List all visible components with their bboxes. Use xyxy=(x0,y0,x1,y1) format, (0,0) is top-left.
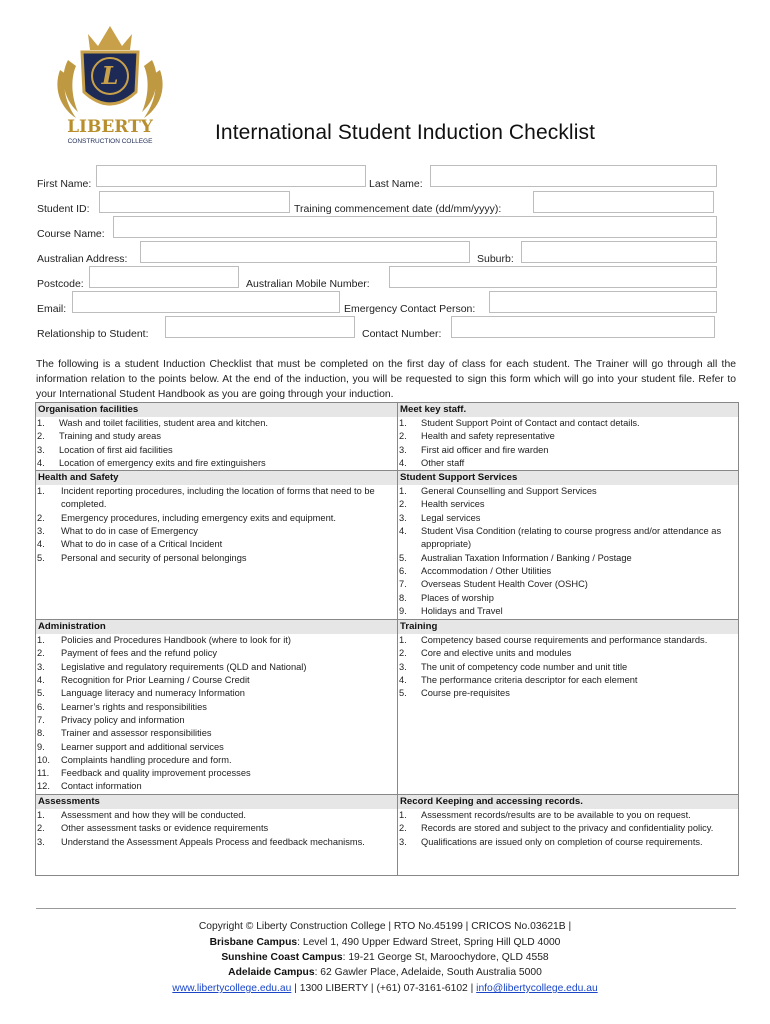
checklist-item xyxy=(398,525,738,552)
administration-cell xyxy=(36,620,398,795)
key-staff-cell xyxy=(398,403,739,471)
item-number: 2. xyxy=(37,648,45,659)
sunshine-label: Sunshine Coast Campus xyxy=(221,952,343,963)
item-text: Understand the Assessment Appeals Process and feedback mechanisms. xyxy=(61,836,365,847)
website-link[interactable]: www.libertycollege.edu.au xyxy=(172,983,292,994)
postcode-field[interactable] xyxy=(89,266,239,288)
checklist-item xyxy=(36,701,397,714)
training-date-label: Training commencement date (dd/mm/yyyy): xyxy=(294,203,502,215)
item-text: Learner support and additional services xyxy=(61,741,224,752)
checklist-item xyxy=(398,592,738,605)
item-text: Incident reporting procedures, including the location of forms that need to be completed. xyxy=(61,486,375,510)
item-text: Policies and Procedures Handbook (where to look for it) xyxy=(61,635,291,646)
item-text: Trainer and assessor responsibilities xyxy=(61,728,212,739)
item-number: 2. xyxy=(399,648,407,659)
section-heading: Organisation facilities xyxy=(36,403,397,417)
item-text: First aid officer and fire warden xyxy=(421,444,549,455)
item-number: 5. xyxy=(37,688,45,699)
item-text: Payment of fees and the refund policy xyxy=(61,648,218,659)
svg-text:LIBERTY: LIBERTY xyxy=(67,117,153,137)
training-cell xyxy=(398,620,739,795)
student-support-cell xyxy=(398,471,739,620)
org-facilities-list xyxy=(36,417,397,470)
item-number: 8. xyxy=(399,592,407,603)
item-number: 2. xyxy=(37,512,45,523)
item-number: 9. xyxy=(399,605,407,616)
item-number: 3. xyxy=(399,444,407,455)
emergency-contact-label: Emergency Contact Person: xyxy=(344,303,476,315)
suburb-label: Suburb: xyxy=(477,253,514,265)
item-text: Student Support Point of Contact and contact details. xyxy=(421,418,640,428)
section-heading: Training xyxy=(398,620,738,634)
training-date-field[interactable] xyxy=(533,191,714,213)
item-number: 2. xyxy=(37,823,45,834)
training-list xyxy=(398,634,738,700)
section-heading: Health and Safety xyxy=(36,471,397,485)
section-heading: Administration xyxy=(36,620,397,634)
item-number: 3. xyxy=(37,444,45,455)
checklist-item xyxy=(398,498,738,511)
item-text: Recognition for Prior Learning / Course Credit xyxy=(61,675,250,686)
item-number: 12. xyxy=(37,781,50,792)
email-link[interactable]: info@libertycollege.edu.au xyxy=(476,983,598,994)
item-text: Other assessment tasks or evidence requirements xyxy=(61,823,269,834)
item-text: Learner’s rights and responsibilities xyxy=(61,701,207,712)
item-text: The performance criteria descriptor for each element xyxy=(421,675,638,686)
relationship-label: Relationship to Student: xyxy=(37,328,149,340)
brisbane-label: Brisbane Campus xyxy=(209,937,298,948)
item-text: Legal services xyxy=(421,512,481,523)
last-name-label: Last Name: xyxy=(369,178,423,190)
item-text: Personal and security of personal belongings xyxy=(61,552,247,563)
brisbane-address: : Level 1, 490 Upper Edward Street, Spring Hill QLD 4000 xyxy=(297,937,561,948)
item-number: 1. xyxy=(37,418,45,428)
footer-sunshine xyxy=(0,952,770,963)
induction-checklist-table xyxy=(35,402,739,876)
item-text: Health and safety representative xyxy=(421,431,555,442)
item-text: Contact information xyxy=(61,781,142,792)
checklist-item xyxy=(36,687,397,700)
item-number: 3. xyxy=(399,661,407,672)
item-number: 5. xyxy=(37,552,45,563)
item-number: 7. xyxy=(37,714,45,725)
checklist-item xyxy=(36,512,397,525)
item-number: 6. xyxy=(399,565,407,576)
item-text: Emergency procedures, including emergency exits and equipment. xyxy=(61,512,336,523)
checklist-item xyxy=(398,634,738,647)
item-text: Health services xyxy=(421,499,485,510)
checklist-item xyxy=(36,417,397,430)
checklist-item xyxy=(36,809,397,822)
item-text: General Counselling and Support Services xyxy=(421,486,597,497)
item-number: 2. xyxy=(399,499,407,510)
item-number: 1. xyxy=(399,418,407,428)
item-text: Privacy policy and information xyxy=(61,714,185,725)
checklist-item xyxy=(398,687,738,700)
checklist-item xyxy=(36,714,397,727)
item-text: Feedback and quality improvement processes xyxy=(61,768,251,779)
item-text: The unit of competency code number and unit title xyxy=(421,661,628,672)
item-text: Australian Taxation Information / Banking / Postage xyxy=(421,552,632,563)
health-safety-list xyxy=(36,485,397,565)
assessments-cell xyxy=(36,795,398,876)
checklist-item xyxy=(398,552,738,565)
item-text: Legislative and regulatory requirements (QLD and National) xyxy=(61,661,307,672)
checklist-item xyxy=(36,674,397,687)
intro-paragraph: The following is a student Induction Checklist that must be completed on the first day of class for each student. The Trainer will go through all the information relation to the points below. At the end of the induction, you will be requested to sign this form which will go into your student file. Refer to your International Student Handbook as you are going through your induction. xyxy=(36,359,736,400)
checklist-item xyxy=(36,634,397,647)
checklist-item xyxy=(398,512,738,525)
health-safety-cell xyxy=(36,471,398,620)
checklist-item xyxy=(398,444,738,457)
checklist-item xyxy=(36,767,397,780)
assessments-list xyxy=(36,809,397,849)
footer-copyright: Copyright © Liberty Construction College | RTO No.45199 | CRICOS No.03621B | xyxy=(198,921,572,932)
checklist-item xyxy=(398,578,738,591)
suburb-field[interactable] xyxy=(521,241,717,263)
page-title: International Student Induction Checklist xyxy=(215,121,595,144)
checklist-item xyxy=(36,525,397,538)
item-number: 5. xyxy=(399,688,407,699)
first-name-label: First Name: xyxy=(37,178,92,190)
checklist-item xyxy=(36,780,397,793)
item-text: Qualifications are issued only on completion of course requirements. xyxy=(421,836,703,847)
item-number: 2. xyxy=(399,431,407,442)
footer-contact xyxy=(0,983,770,994)
svg-text:L: L xyxy=(101,61,119,90)
checklist-item xyxy=(398,430,738,443)
item-text: Holidays and Travel xyxy=(421,605,503,616)
checklist-item xyxy=(36,485,397,512)
footer-adelaide xyxy=(0,967,770,978)
item-number: 2. xyxy=(37,431,45,442)
item-number: 6. xyxy=(37,701,45,712)
item-number: 3. xyxy=(399,836,407,847)
svg-text:CONSTRUCTION COLLEGE: CONSTRUCTION COLLEGE xyxy=(67,138,153,145)
checklist-item xyxy=(36,822,397,835)
checklist-item xyxy=(36,661,397,674)
item-number: 4. xyxy=(399,457,407,468)
checklist-item xyxy=(36,538,397,551)
administration-list xyxy=(36,634,397,794)
org-facilities-cell xyxy=(36,403,398,471)
checklist-item xyxy=(398,809,738,822)
item-text: Training and study areas xyxy=(59,431,161,442)
item-number: 3. xyxy=(37,836,45,847)
student-id-field[interactable] xyxy=(99,191,290,213)
checklist-item xyxy=(36,727,397,740)
item-number: 1. xyxy=(37,810,45,821)
checklist-item xyxy=(36,457,397,470)
footer-divider xyxy=(36,908,736,909)
section-heading: Record Keeping and accessing records. xyxy=(398,795,738,809)
item-text: Records are stored and subject to the privacy and confidentiality policy. xyxy=(421,823,714,834)
course-name-field[interactable] xyxy=(113,216,717,238)
postcode-label: Postcode: xyxy=(37,278,84,290)
item-text: Wash and toilet facilities, student area and kitchen. xyxy=(59,418,268,428)
record-keeping-list xyxy=(398,809,738,849)
checklist-item xyxy=(36,647,397,660)
item-text: Accommodation / Other Utilities xyxy=(421,565,552,576)
relationship-field[interactable] xyxy=(165,316,355,338)
item-number: 3. xyxy=(37,526,45,537)
item-number: 7. xyxy=(399,579,407,590)
first-name-field[interactable] xyxy=(96,165,366,187)
address-field[interactable] xyxy=(140,241,470,263)
item-text: Location of emergency exits and fire extinguishers xyxy=(59,457,266,468)
checklist-item xyxy=(398,485,738,498)
checklist-item xyxy=(398,565,738,578)
student-support-list xyxy=(398,485,738,618)
checklist-item xyxy=(398,417,738,430)
item-number: 3. xyxy=(37,661,45,672)
emergency-contact-field[interactable] xyxy=(489,291,717,313)
item-text: Core and elective units and modules xyxy=(421,648,572,659)
item-number: 10. xyxy=(37,754,50,765)
item-number: 4. xyxy=(37,457,45,468)
footer-brisbane xyxy=(0,937,770,948)
item-number: 11. xyxy=(37,768,50,779)
student-id-label: Student ID: xyxy=(37,203,90,215)
item-number: 4. xyxy=(399,675,407,686)
checklist-item xyxy=(36,754,397,767)
item-number: 4. xyxy=(37,539,45,550)
item-text: Student Visa Condition (relating to course progress and/or attendance as appropriate) xyxy=(421,526,722,550)
item-number: 1. xyxy=(37,635,45,646)
email-label: Email: xyxy=(37,303,67,315)
item-number: 8. xyxy=(37,728,45,739)
last-name-field[interactable] xyxy=(430,165,717,187)
item-text: What to do in case of a Critical Incident xyxy=(61,539,223,550)
record-keeping-cell xyxy=(398,795,739,876)
mobile-field[interactable] xyxy=(389,266,717,288)
item-number: 1. xyxy=(399,810,407,821)
phone-numbers: | 1300 LIBERTY | (+61) 07-3161-6102 | xyxy=(291,983,477,994)
course-name-label: Course Name: xyxy=(37,228,105,240)
mobile-label: Australian Mobile Number: xyxy=(246,278,370,290)
adelaide-label: Adelaide Campus xyxy=(228,967,315,978)
item-number: 4. xyxy=(399,526,407,537)
adelaide-address: : 62 Gawler Place, Adelaide, South Australia 5000 xyxy=(314,967,542,978)
item-text: Competency based course requirements and performance standards. xyxy=(421,635,708,646)
checklist-item xyxy=(398,674,738,687)
item-text: Assessment records/results are to be available to you on request. xyxy=(421,810,691,821)
item-text: Other staff xyxy=(421,457,465,468)
address-label: Australian Address: xyxy=(37,253,128,265)
item-text: Overseas Student Health Cover (OSHC) xyxy=(421,579,588,590)
checklist-item xyxy=(36,552,397,565)
checklist-item xyxy=(398,822,738,835)
item-number: 1. xyxy=(37,486,45,497)
item-text: Places of worship xyxy=(421,592,494,603)
checklist-item xyxy=(398,605,738,618)
item-number: 2. xyxy=(399,823,407,834)
item-text: Course pre-requisites xyxy=(421,688,510,699)
contact-number-field[interactable] xyxy=(451,316,715,338)
item-text: Language literacy and numeracy Information xyxy=(61,688,245,699)
item-text: What to do in case of Emergency xyxy=(61,526,198,537)
item-text: Assessment and how they will be conducted. xyxy=(61,810,247,821)
contact-number-label: Contact Number: xyxy=(362,328,442,340)
item-number: 4. xyxy=(37,675,45,686)
checklist-item xyxy=(36,430,397,443)
section-heading: Assessments xyxy=(36,795,397,809)
item-number: 3. xyxy=(399,512,407,523)
email-field[interactable] xyxy=(72,291,340,313)
checklist-item xyxy=(36,836,397,849)
item-number: 9. xyxy=(37,741,45,752)
checklist-item xyxy=(398,661,738,674)
checklist-item xyxy=(398,647,738,660)
section-heading: Student Support Services xyxy=(398,471,738,485)
item-number: 5. xyxy=(399,552,407,563)
checklist-item xyxy=(398,457,738,470)
section-heading: Meet key staff. xyxy=(398,403,738,417)
checklist-item xyxy=(398,836,738,849)
item-number: 1. xyxy=(399,635,407,646)
liberty-logo xyxy=(50,20,170,148)
checklist-item xyxy=(36,741,397,754)
checklist-item xyxy=(36,444,397,457)
item-text: Complaints handling procedure and form. xyxy=(61,754,232,765)
key-staff-list xyxy=(398,417,738,470)
item-text: Location of first aid facilities xyxy=(59,444,173,455)
sunshine-address: : 19-21 George St, Maroochydore, QLD 4558 xyxy=(342,952,549,963)
item-number: 1. xyxy=(399,486,407,497)
